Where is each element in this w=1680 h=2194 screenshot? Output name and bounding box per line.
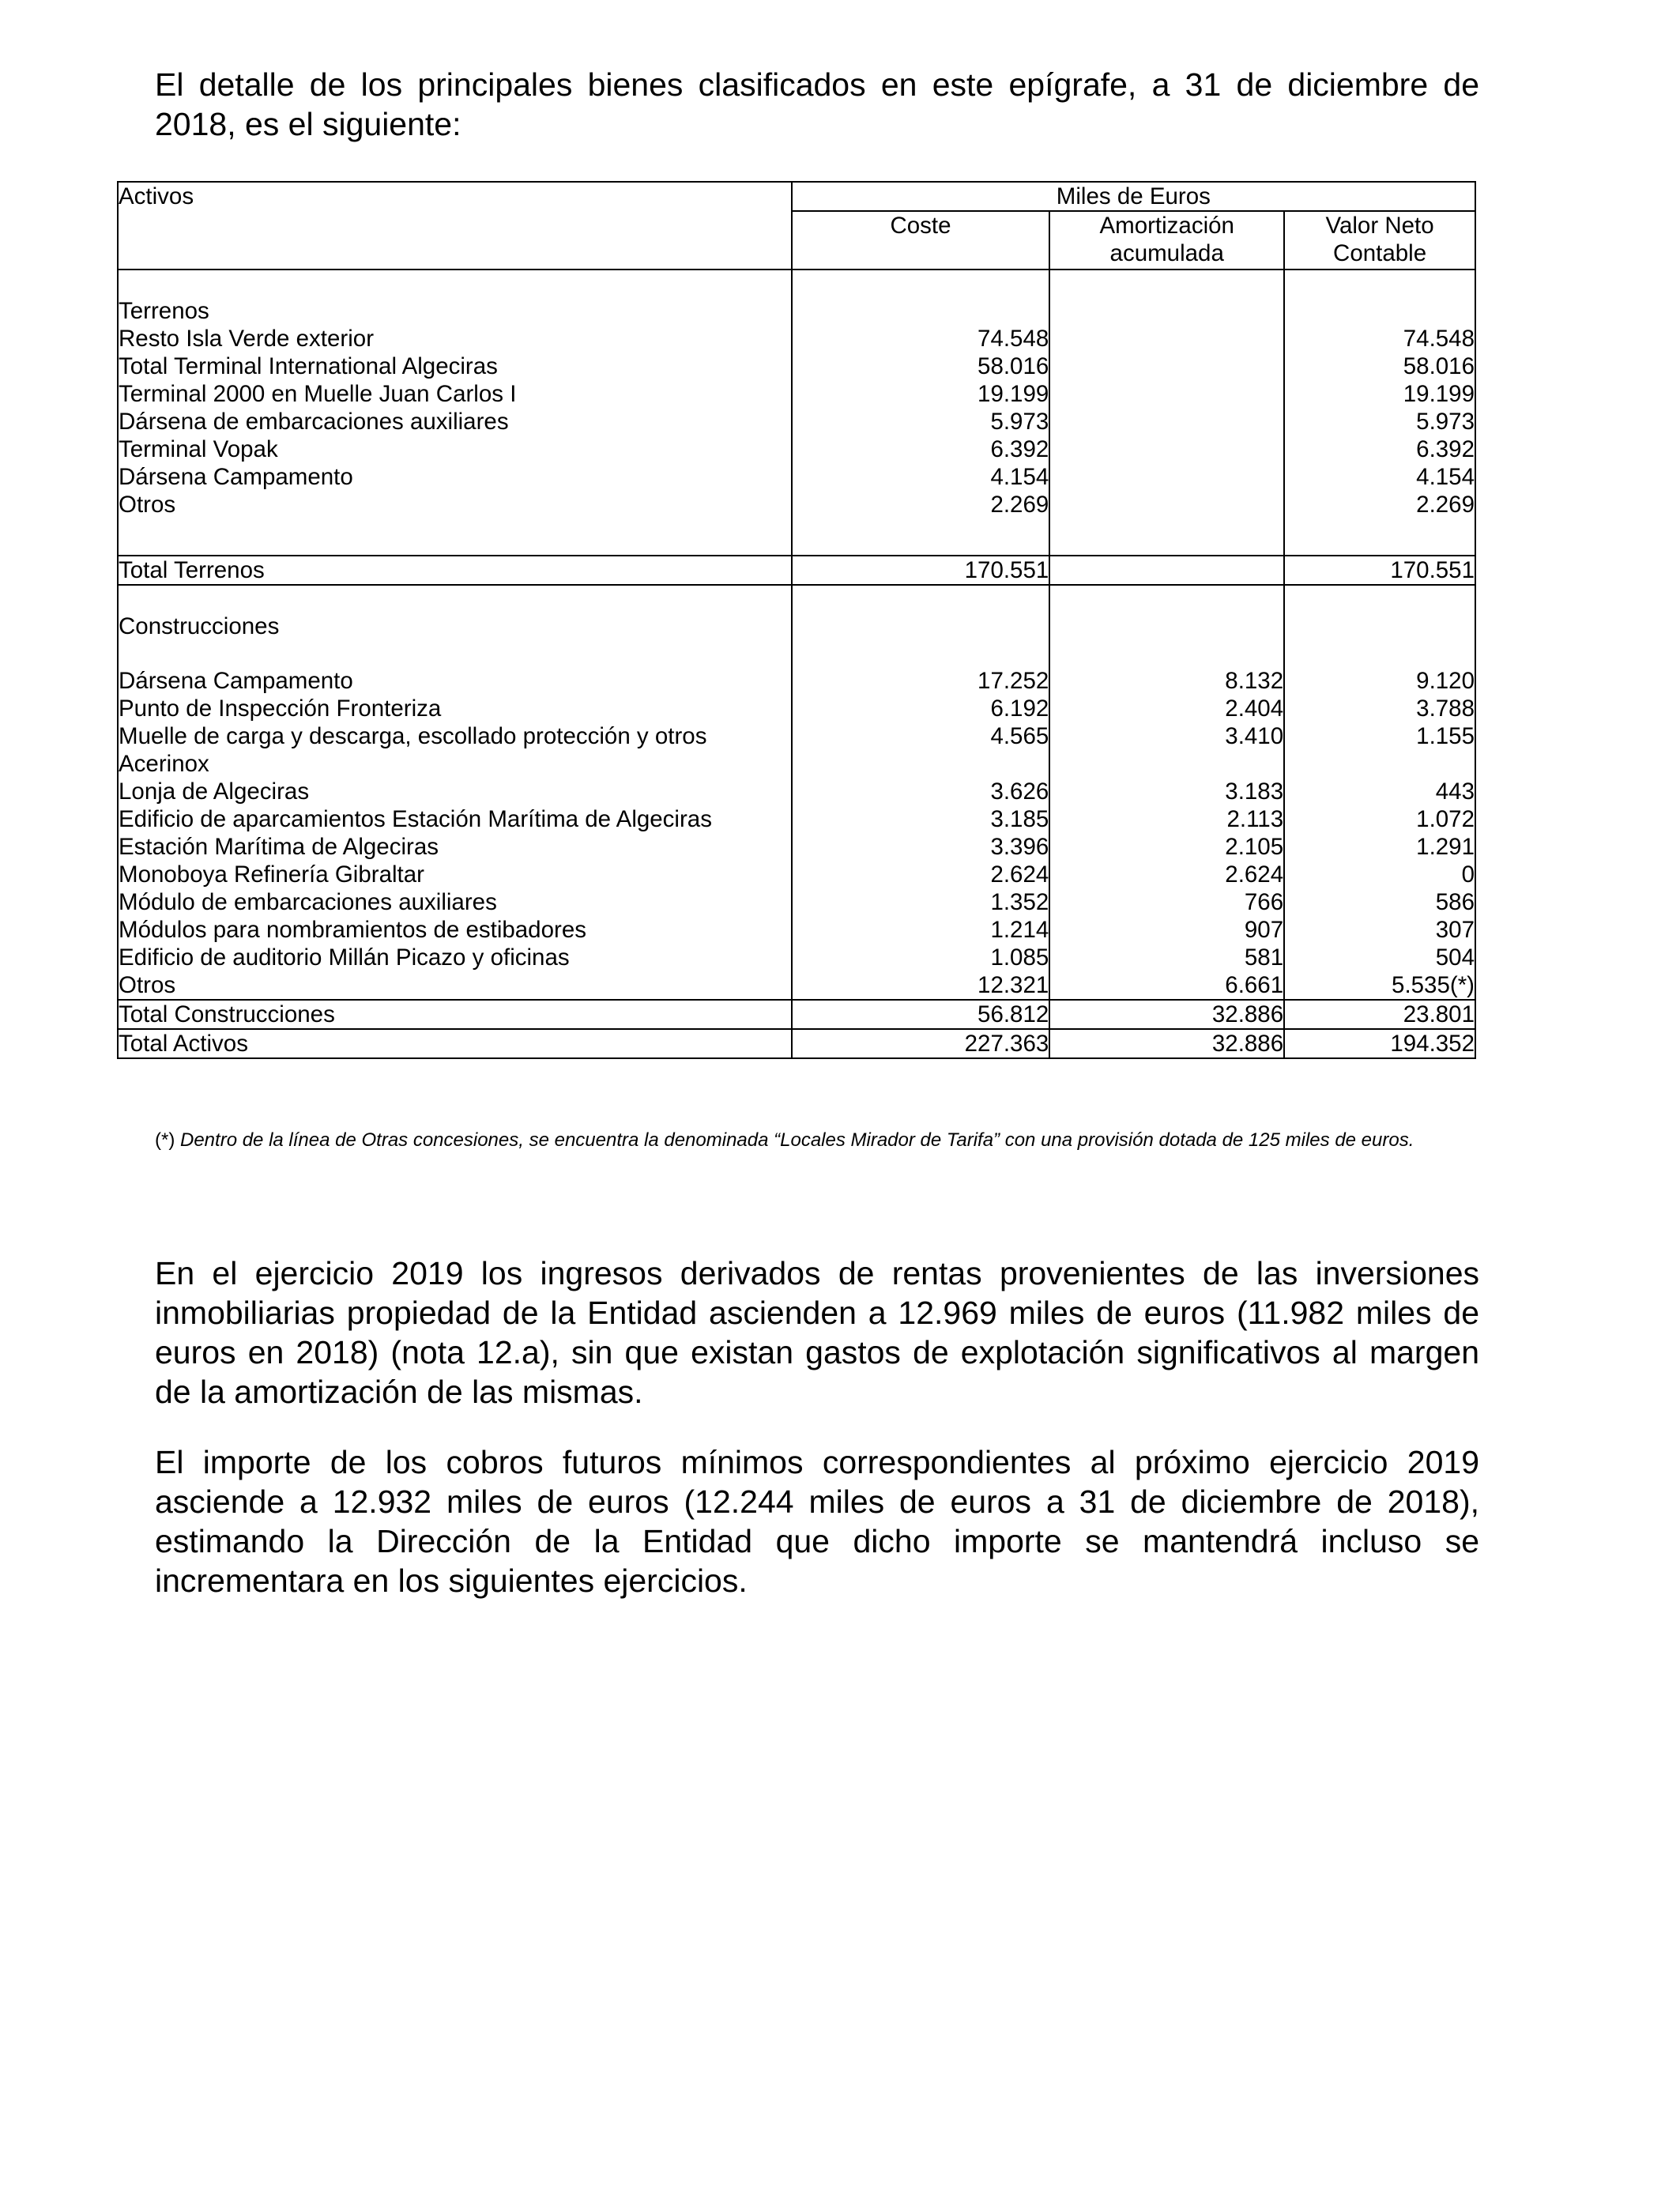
asset-name: Monoboya Refinería Gibraltar — [118, 861, 792, 888]
asset-name: Total Activos — [118, 1029, 792, 1058]
assets-table — [117, 181, 1476, 1059]
construcciones-title-row — [118, 613, 1475, 640]
asset-name: Dársena Campamento — [118, 463, 792, 491]
valor-neto-value: 1.291 — [1284, 833, 1475, 861]
asset-name: Módulo de embarcaciones auxiliares — [118, 888, 792, 916]
coste-value: 56.812 — [792, 1000, 1050, 1029]
asset-name: Total Terrenos — [118, 556, 792, 585]
header-amortizacion: Amortización acumulada — [1049, 211, 1284, 270]
coste-value: 12.321 — [792, 971, 1050, 1000]
coste-value: 1.352 — [792, 888, 1050, 916]
spacer-cell — [1284, 585, 1475, 613]
table-row — [118, 435, 1475, 463]
table-row — [118, 463, 1475, 491]
table-row — [118, 778, 1475, 805]
coste-value: 3.626 — [792, 778, 1050, 805]
amortizacion-value — [1049, 435, 1284, 463]
amortizacion-value: 907 — [1049, 916, 1284, 944]
amortizacion-value: 581 — [1049, 944, 1284, 971]
table-row — [118, 833, 1475, 861]
spacer-row — [118, 270, 1475, 297]
valor-neto-value: 307 — [1284, 916, 1475, 944]
amortizacion-value — [1049, 380, 1284, 408]
asset-name: Dársena de embarcaciones auxiliares — [118, 408, 792, 435]
valor-neto-value: 5.973 — [1284, 408, 1475, 435]
section-title: Terrenos — [118, 297, 792, 325]
coste-value: 5.973 — [792, 408, 1050, 435]
amortizacion-value: 8.132 — [1049, 667, 1284, 695]
coste-value: 17.252 — [792, 667, 1050, 695]
table-row — [118, 380, 1475, 408]
table-row — [118, 352, 1475, 380]
amortizacion-value — [1049, 352, 1284, 380]
footnote — [155, 1127, 1479, 1154]
valor-neto-value: 19.199 — [1284, 380, 1475, 408]
amortizacion-value: 2.624 — [1049, 861, 1284, 888]
amortizacion-value — [1049, 325, 1284, 352]
spacer-cell — [1284, 518, 1475, 556]
spacer-cell — [118, 640, 792, 667]
intro-paragraph: El detalle de los principales bienes clasificados en este epígrafe, a 31 de diciembre de 2018, es el siguiente: — [155, 66, 1479, 142]
valor-neto-value: 23.801 — [1284, 1000, 1475, 1029]
spacer-cell — [1049, 518, 1284, 556]
spacer-row — [118, 640, 1475, 667]
coste-value: 4.154 — [792, 463, 1050, 491]
table-header-row-1 — [118, 182, 1475, 211]
amortizacion-value: 32.886 — [1049, 1000, 1284, 1029]
total-terrenos-row — [118, 556, 1475, 585]
spacer-cell — [1284, 270, 1475, 297]
asset-name: Módulos para nombramientos de estibadores — [118, 916, 792, 944]
valor-neto-value: 4.154 — [1284, 463, 1475, 491]
coste-value: 6.192 — [792, 695, 1050, 722]
empty-cell — [1049, 297, 1284, 325]
spacer-cell — [1049, 640, 1284, 667]
asset-name: Lonja de Algeciras — [118, 778, 792, 805]
spacer-cell — [792, 518, 1050, 556]
empty-cell — [1284, 613, 1475, 640]
empty-cell — [1049, 613, 1284, 640]
table-row — [118, 916, 1475, 944]
coste-value: 6.392 — [792, 435, 1050, 463]
valor-neto-value: 1.072 — [1284, 805, 1475, 833]
valor-neto-value: 504 — [1284, 944, 1475, 971]
amortizacion-value: 6.661 — [1049, 971, 1284, 1000]
coste-value: 19.199 — [792, 380, 1050, 408]
spacer-cell — [118, 585, 792, 613]
spacer-cell — [1049, 585, 1284, 613]
terrenos-title-row — [118, 297, 1475, 325]
valor-neto-value: 74.548 — [1284, 325, 1475, 352]
table-row — [118, 667, 1475, 695]
asset-name: Punto de Inspección Fronteriza — [118, 695, 792, 722]
coste-value: 1.085 — [792, 944, 1050, 971]
amortizacion-value — [1049, 463, 1284, 491]
amortizacion-value — [1049, 408, 1284, 435]
asset-name: Dársena Campamento — [118, 667, 792, 695]
coste-value: 170.551 — [792, 556, 1050, 585]
asset-name: Total Construcciones — [118, 1000, 792, 1029]
amortizacion-value — [1049, 556, 1284, 585]
asset-name: Terminal Vopak — [118, 435, 792, 463]
coste-value: 1.214 — [792, 916, 1050, 944]
valor-neto-value: 586 — [1284, 888, 1475, 916]
coste-value: 2.624 — [792, 861, 1050, 888]
spacer-cell — [118, 270, 792, 297]
valor-neto-value: 6.392 — [1284, 435, 1475, 463]
spacer-cell — [792, 270, 1050, 297]
coste-value: 2.269 — [792, 491, 1050, 518]
valor-neto-value: 58.016 — [1284, 352, 1475, 380]
empty-cell — [792, 297, 1050, 325]
amortizacion-value: 2.404 — [1049, 695, 1284, 722]
valor-neto-value: 3.788 — [1284, 695, 1475, 722]
empty-cell — [1284, 297, 1475, 325]
table-row — [118, 971, 1475, 1000]
valor-neto-value: 0 — [1284, 861, 1475, 888]
coste-value: 74.548 — [792, 325, 1050, 352]
header-activos: Activos — [118, 182, 792, 270]
spacer-row — [118, 518, 1475, 556]
table-row — [118, 695, 1475, 722]
coste-value: 3.185 — [792, 805, 1050, 833]
coste-value: 3.396 — [792, 833, 1050, 861]
amortizacion-value: 32.886 — [1049, 1029, 1284, 1058]
amortizacion-value: 2.105 — [1049, 833, 1284, 861]
asset-name: Otros — [118, 491, 792, 518]
amortizacion-value: 3.410 — [1049, 722, 1284, 778]
header-miles-de-euros: Miles de Euros — [792, 182, 1475, 211]
asset-name: Terminal 2000 en Muelle Juan Carlos I — [118, 380, 792, 408]
spacer-row — [118, 585, 1475, 613]
table-row — [118, 805, 1475, 833]
table-row — [118, 861, 1475, 888]
valor-neto-value: 9.120 — [1284, 667, 1475, 695]
valor-neto-value: 5.535(*) — [1284, 971, 1475, 1000]
valor-neto-value: 443 — [1284, 778, 1475, 805]
table-row — [118, 888, 1475, 916]
table-row — [118, 325, 1475, 352]
footnote-text: Dentro de la línea de Otras concesiones, se encuentra la denominada “Locales Mirador de Tarifa” con una provisión dotada de 125 miles de euros. — [180, 1129, 1414, 1151]
header-coste: Coste — [792, 211, 1050, 270]
valor-neto-value: 2.269 — [1284, 491, 1475, 518]
asset-name: Edificio de aparcamientos Estación Marítima de Algeciras — [118, 805, 792, 833]
table-row — [118, 408, 1475, 435]
rental-income-paragraph: En el ejercicio 2019 los ingresos derivados de rentas provenientes de las inversiones inmobiliarias propiedad de la Entidad ascienden a 12.969 miles de euros (11.982 miles de euros en 2018) (nota 12.a), sin que existan gastos de explotación significativos al margen de la amortización de las mismas. — [155, 1255, 1479, 1410]
coste-value: 58.016 — [792, 352, 1050, 380]
amortizacion-value: 3.183 — [1049, 778, 1284, 805]
table-row — [118, 722, 1475, 778]
asset-name: Edificio de auditorio Millán Picazo y oficinas — [118, 944, 792, 971]
spacer-cell — [118, 518, 792, 556]
amortizacion-value: 766 — [1049, 888, 1284, 916]
asset-name: Resto Isla Verde exterior — [118, 325, 792, 352]
total-activos-row — [118, 1029, 1475, 1058]
asset-name: Muelle de carga y descarga, escollado protección y otros Acerinox — [118, 722, 792, 778]
coste-value: 227.363 — [792, 1029, 1050, 1058]
valor-neto-value: 170.551 — [1284, 556, 1475, 585]
table-row — [118, 491, 1475, 518]
header-valor-neto: Valor Neto Contable — [1284, 211, 1475, 270]
spacer-cell — [1049, 270, 1284, 297]
valor-neto-value: 1.155 — [1284, 722, 1475, 778]
spacer-cell — [1284, 640, 1475, 667]
amortizacion-value — [1049, 491, 1284, 518]
asset-name: Total Terminal International Algeciras — [118, 352, 792, 380]
section-title: Construcciones — [118, 613, 792, 640]
total-construcciones-row — [118, 1000, 1475, 1029]
coste-value: 4.565 — [792, 722, 1050, 778]
table-row — [118, 944, 1475, 971]
future-payments-paragraph: El importe de los cobros futuros mínimos correspondientes al próximo ejercicio 2019 asciende a 12.932 miles de euros (12.244 miles de euros a 31 de diciembre de 2018), estimando la Dirección de la Entidad que dicho importe se mantendrá incluso se incrementara en los siguientes ejercicios. — [155, 1444, 1479, 1599]
spacer-cell — [792, 585, 1050, 613]
valor-neto-value: 194.352 — [1284, 1029, 1475, 1058]
amortizacion-value: 2.113 — [1049, 805, 1284, 833]
spacer-cell — [792, 640, 1050, 667]
asset-name: Estación Marítima de Algeciras — [118, 833, 792, 861]
footnote-marker: (*) — [155, 1129, 175, 1151]
asset-name: Otros — [118, 971, 792, 1000]
empty-cell — [792, 613, 1050, 640]
